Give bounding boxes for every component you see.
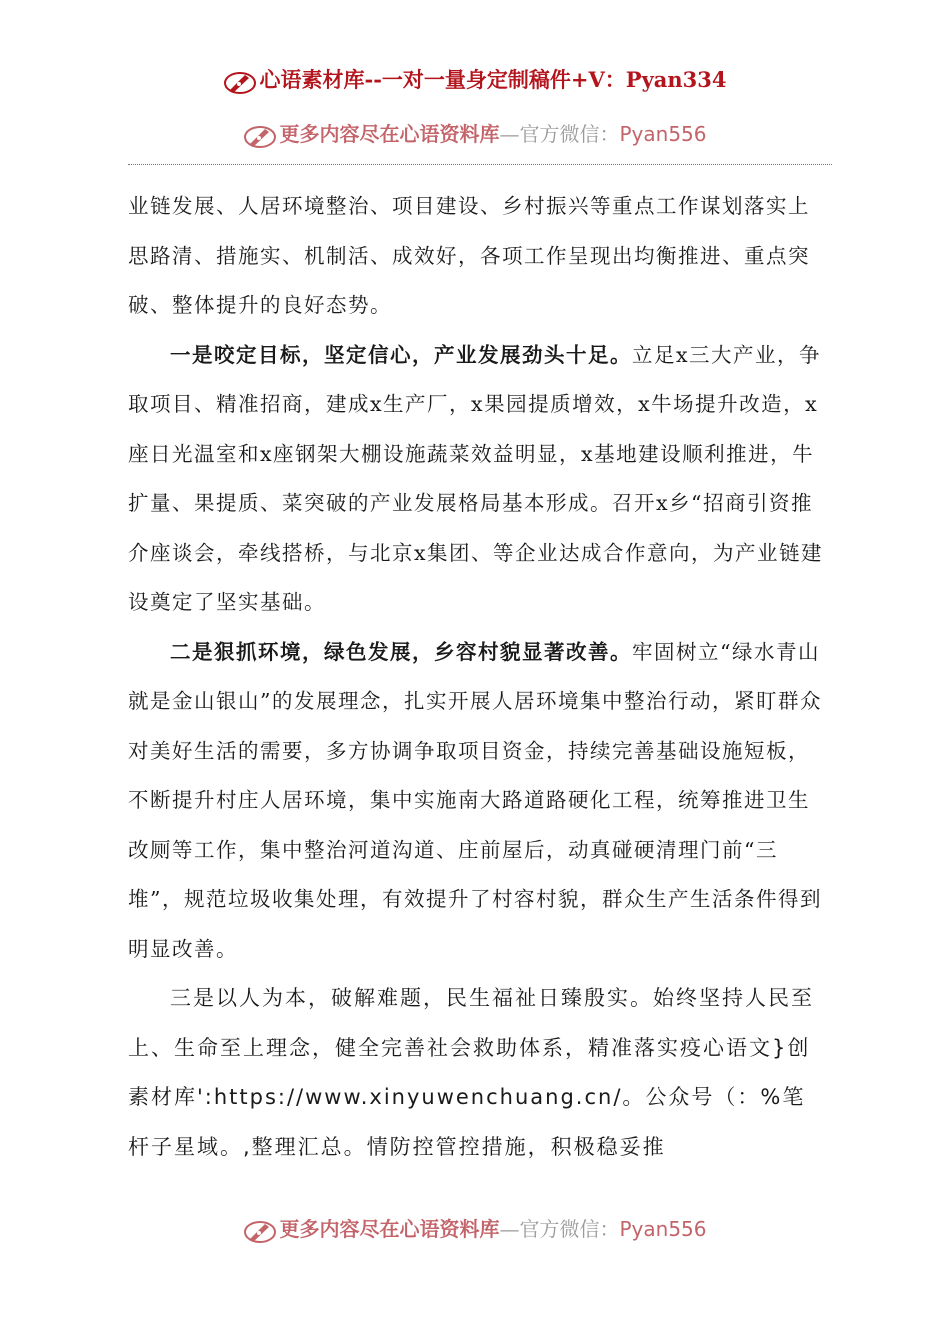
pen-logo-icon bbox=[243, 123, 277, 149]
pen-logo-icon bbox=[243, 1218, 277, 1244]
paragraph-3-heading: 二是狠抓环境，绿色发展，乡容村貌显著改善。 bbox=[170, 639, 632, 664]
footer-watermark-text: 更多内容尽在心语资料库 bbox=[279, 1217, 500, 1241]
watermark-id: Pyan556 bbox=[619, 122, 707, 146]
watermark-bottom bbox=[0, 1213, 950, 1244]
brand-name: 心语素材库 bbox=[259, 67, 365, 92]
footer-watermark-official: —官方微信： bbox=[499, 1217, 620, 1241]
document-body bbox=[128, 182, 828, 1172]
paragraph-1: 业链发展、人居环境整治、项目建设、乡村振兴等重点工作谋划落实上思路清、措施实、机制活、成效好，各项工作呈现出均衡推进、重点突破、整体提升的良好态势。 bbox=[128, 194, 810, 317]
page-header bbox=[0, 64, 950, 95]
header-divider bbox=[128, 164, 832, 165]
watermark-official: —官方微信： bbox=[499, 122, 620, 146]
watermark-top bbox=[0, 118, 950, 149]
paragraph-2-heading: 一是咬定目标，坚定信心，产业发展劲头十足。 bbox=[170, 342, 632, 367]
paragraph-3 bbox=[128, 628, 828, 975]
paragraph-2 bbox=[128, 331, 828, 628]
footer-watermark-id: Pyan556 bbox=[619, 1217, 707, 1241]
paragraph-2-text: 立足x三大产业，争取项目、精准招商，建成x生产厂，x果园提质增效，x牛场提升改造，x座日光温室和x座钢架大棚设施蔬菜效益明显，x基地建设顺利推进，牛扩量、果提质、菜突破的产业发展格局基本形成。召开x乡“招商引资推介座谈会，牵线搭桥，与北京x集团、等企业达成合作意向，为产业链建设奠定了坚实基础。 bbox=[128, 342, 824, 614]
header-tagline: --一对一量身定制稿件+V：Pyan334 bbox=[364, 67, 727, 92]
watermark-text: 更多内容尽在心语资料库 bbox=[279, 122, 500, 146]
pen-logo-icon bbox=[223, 69, 257, 95]
paragraph-4: 三是以人为本，破解难题，民生福祉日臻殷实。始终坚持人民至上、生命至上理念，健全完善社会救助体系，精准落实疫心语文}创素材库':https://www.xinyuwenchuang.cn/。公众号（：%笔杆子星域。,整理汇总。情防控管控措施，积极稳妥推 bbox=[128, 986, 814, 1159]
paragraph-3-text: 牢固树立“绿水青山就是金山银山”的发展理念，扎实开展人居环境集中整治行动，紧盯群众对美好生活的需要，多方协调争取项目资金，持续完善基础设施短板，不断提升村庄人居环境，集中实施南大路道路硬化工程，统筹推进卫生改厕等工作，集中整治河道沟道、庄前屋后，动真碰硬清理门前“三堆”，规范垃圾收集处理，有效提升了村容村貌，群众生产生活条件得到明显改善。 bbox=[128, 639, 822, 961]
